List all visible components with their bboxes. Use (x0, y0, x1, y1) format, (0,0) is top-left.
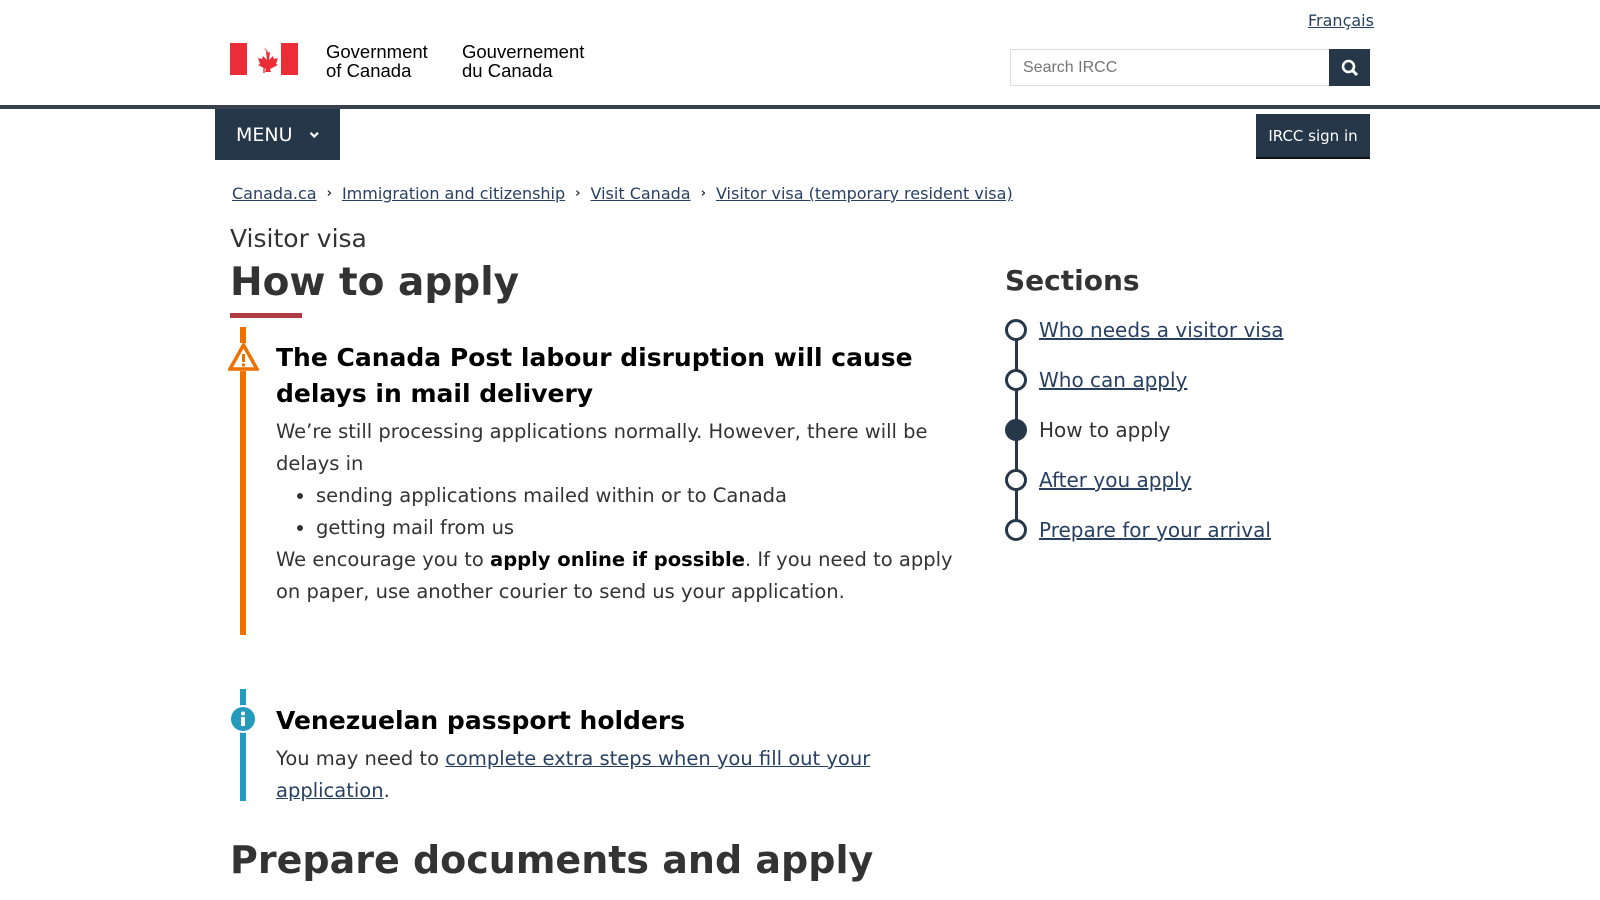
section-link[interactable]: Who can apply (1039, 368, 1188, 392)
filled-circle-icon (1005, 419, 1027, 441)
breadcrumb-link[interactable]: Canada.ca (232, 184, 317, 203)
extra-steps-link[interactable]: complete extra steps when you fill out your application (276, 747, 871, 802)
info-title: Venezuelan passport holders (276, 706, 686, 735)
warning-title: The Canada Post labour disruption will cause delays in mail delivery (276, 343, 913, 408)
menu-label: MENU (236, 123, 293, 146)
section-item[interactable] (1005, 355, 1365, 405)
circle-icon (1005, 319, 1027, 341)
ircc-sign-in-button[interactable]: IRCC sign in (1256, 114, 1370, 159)
section-item[interactable] (1005, 505, 1365, 555)
sig-en-line2: of Canada (326, 60, 412, 81)
page-title: How to apply (230, 260, 519, 305)
section-heading: Prepare documents and apply (230, 838, 874, 882)
section-current-label: How to apply (1039, 418, 1171, 442)
search-button[interactable] (1329, 49, 1370, 86)
warning-intro: We’re still processing applications normally. However, there will be delays in (276, 420, 928, 475)
section-link[interactable]: Prepare for your arrival (1039, 518, 1271, 542)
warning-text: We encourage you to (276, 548, 491, 571)
sig-en-line1: Government (326, 41, 428, 62)
info-alert (276, 703, 976, 807)
breadcrumb-link[interactable]: Immigration and citizenship (341, 184, 566, 203)
section-link[interactable]: Who needs a visitor visa (1039, 318, 1284, 342)
warning-alert (276, 340, 976, 608)
circle-icon (1005, 519, 1027, 541)
title-underline (230, 313, 302, 318)
search-input[interactable] (1010, 49, 1330, 86)
section-item-current (1005, 405, 1365, 455)
warning-icon (228, 343, 259, 371)
chevron-down-icon (309, 130, 319, 140)
section-link[interactable]: After you apply (1039, 468, 1192, 492)
government-signature-fr (462, 42, 584, 80)
search-icon (1341, 59, 1359, 77)
government-signature-en (326, 42, 428, 80)
sections-title: Sections (1005, 264, 1140, 297)
list-item: • sending applications mailed within or to Canada (316, 480, 976, 512)
menu-button[interactable] (215, 109, 340, 160)
info-icon (229, 705, 257, 733)
breadcrumb (232, 184, 1013, 203)
breadcrumb-link[interactable]: Visitor visa (temporary resident visa) (715, 184, 1013, 203)
warning-bold-text: apply online if possible (490, 548, 745, 571)
list-item: • getting mail from us (316, 512, 976, 544)
breadcrumb-link[interactable]: Visit Canada (590, 184, 691, 203)
language-toggle-link[interactable]: Français (1308, 11, 1374, 30)
canada-flag-logo (230, 43, 298, 75)
sig-fr-line1: Gouvernement (462, 41, 585, 62)
info-text: . (383, 779, 390, 802)
section-item[interactable] (1005, 305, 1365, 355)
sig-fr-line2: du Canada (462, 60, 553, 81)
circle-icon (1005, 469, 1027, 491)
page-subtitle: Visitor visa (230, 224, 367, 253)
chevron-right-icon: › (326, 186, 332, 201)
section-item[interactable] (1005, 455, 1365, 505)
warning-text: . If you need to apply on paper, use another courier to send us your application. (276, 548, 953, 603)
chevron-right-icon: › (575, 186, 581, 201)
sections-nav (1005, 264, 1365, 555)
info-text: You may need to (276, 747, 446, 770)
chevron-right-icon: › (700, 186, 706, 201)
warning-bar (240, 327, 246, 635)
circle-icon (1005, 369, 1027, 391)
